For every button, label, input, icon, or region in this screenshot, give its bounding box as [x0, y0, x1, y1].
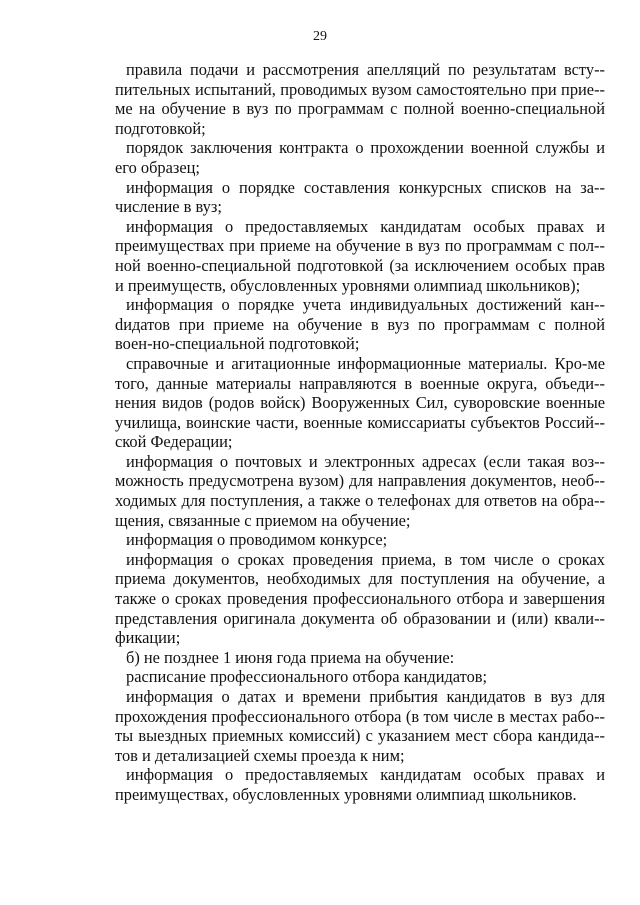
paragraph-arrival-info: информация о датах и времени прибытия кандидатов в вуз для прохождения профессионального отбора (в том числе в местах рабо-ты выездных приемных комиссий) с указанием мест сбора кандида-тов и детализацией схемы проезда к ним;: [115, 687, 605, 765]
page-number: 29: [313, 29, 327, 44]
paragraph-olympiad-rights: информация о предоставляемых кандидатам особых правах и преимуществах, обусловленных уровнями олимпиад школьников.: [115, 765, 605, 804]
paragraph-special-rights: информация о предоставляемых кандидатам особых правах и преимуществах при приеме на обучение в вуз по программам с пол-ной военно-специальной подготовкой (за исключением особых прав и преимуществ, обусловленных уровнями олимпиад школьников);: [115, 216, 605, 295]
paragraph-appeals-rules: правила подачи и рассмотрения апелляций по результатам всту-пительных испытаний, проводимых вузом самостоятельно при прие-ме на обучение в вуз по программам с полной военно-специальной подготовкой;: [115, 60, 605, 138]
paragraph-competition-info: информация о проводимом конкурсе;: [126, 530, 388, 550]
document-body: [115, 60, 605, 805]
paragraph-reference-materials: справочные и агитационные информационные материалы. Кро-ме того, данные материалы направляются в военные округа, объеди-нения видов (родов войск) Вооруженных Сил, суворовские военные училища, воинские части, военные комиссариаты субъектов Россий-ской Федерации;: [115, 353, 605, 452]
paragraph-admission-dates: информация о сроках проведения приема, в том числе о сроках приема документов, необходимых для поступления на обучение, а также о сроках проведения профессионального отбора и завершения представления оригинала документа об образовании и (или) квали-фикации;: [115, 549, 605, 648]
paragraph-addresses: информация о почтовых и электронных адресах (если такая воз-можность предусмотрена вузом) для направления документов, необ-ходимых для поступления, а также о телефонах для ответов на обра-щения, связанные с приемом на обучение;: [115, 451, 605, 530]
paragraph-individual-achievements: информация о порядке учета индивидуальных достижений кан-dидатов при приеме на обучение в вуз по программам с полной воен-но-специальной подготовкой;: [115, 295, 605, 354]
paragraph-contract-order: порядок заключения контракта о прохождении военной службы и его образец;: [115, 138, 605, 177]
paragraph-june-deadline: б) не позднее 1 июня года приема на обучение:: [126, 647, 455, 667]
paragraph-selection-schedule: расписание профессионального отбора кандидатов;: [126, 667, 488, 687]
paragraph-competition-lists: информация о порядке составления конкурсных списков на за-числение в вуз;: [115, 177, 605, 217]
